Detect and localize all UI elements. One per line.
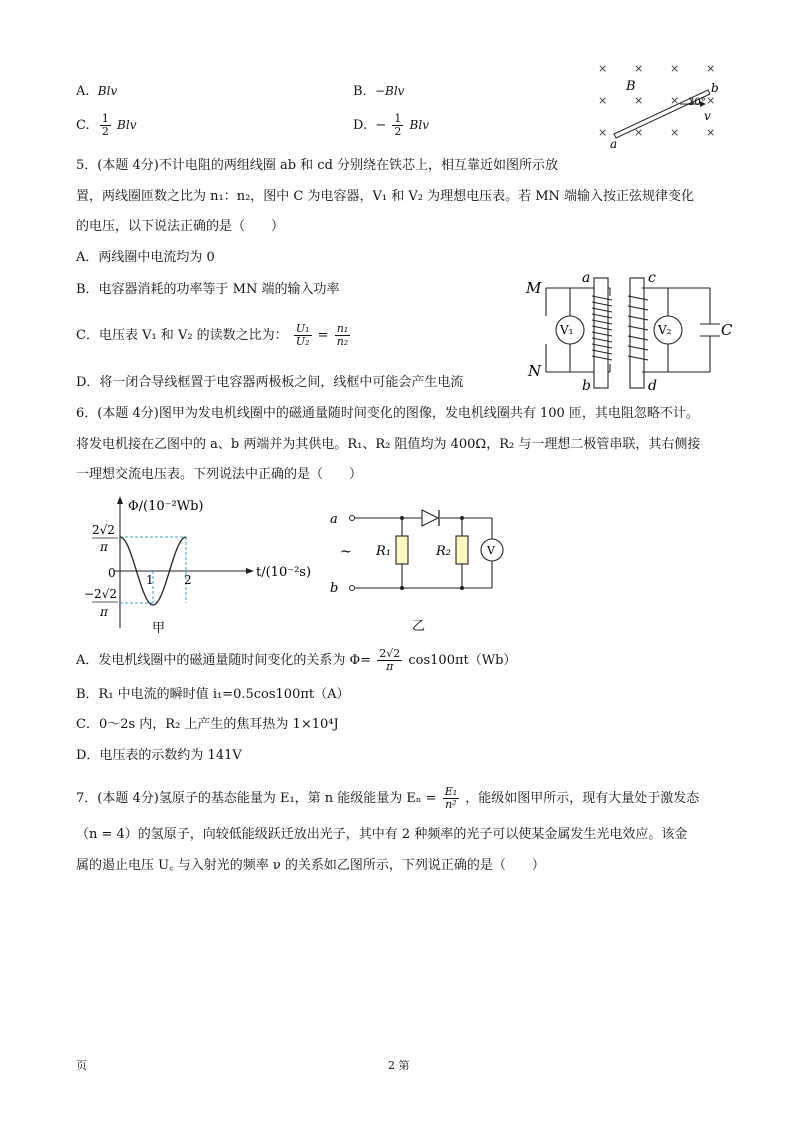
fraction: $\frac{2√2}{\pi}$ (379, 647, 401, 673)
q5-option-d: D．将一闭合导线框置于电容器两极板之间，线框中可能会产生电流 (76, 375, 464, 390)
label-R1: R₁ (376, 544, 391, 559)
q5-option-a: A．两线圈中电流均为 0 (76, 250, 215, 265)
q6-stem-line-2: 将发电机接在乙图中的 a、b 两端并为其供电。R₁、R₂ 阻值均为 400Ω，R₂ 与一理想二极管串联，其右侧接 (76, 437, 701, 452)
label-v: v (704, 109, 711, 123)
y-min-numerator: −2√2 (84, 587, 117, 601)
page-number: 2 第 (388, 1059, 410, 1072)
label-R2: R₂ (436, 544, 451, 559)
q7-stem-line-1: 7．(本题 4分)氢原子的基态能量为 E₁，第 n 能级能量为 Eₙ = $\frac{\text{E₁}}{\text{n²}}$ ，能级如图甲所示，现有大量处于激发态 (76, 785, 700, 811)
q5-stem-line-2: 置，两线圈匝数之比为 n₁：n₂，图中 C 为电容器，V₁ 和 V₂ 为理想电压表。若 MN 端输入按正弦规律变化 (76, 189, 695, 204)
fraction: $\frac{1}{2}$ (394, 112, 402, 138)
q5-transformer-figure (522, 266, 734, 394)
label-b: b (582, 378, 591, 394)
angle-label: 30° (688, 97, 706, 108)
label-b: b (711, 81, 719, 95)
svg-text:×: × (598, 62, 608, 75)
fraction-n: $\frac{\text{n₁}}{\text{n₂}}$ (336, 322, 349, 348)
fraction: $\frac{1}{2}$ (101, 112, 109, 138)
q6-option-a: A．发电机线圈中的磁通量随时间变化的关系为 Φ= $\frac{2√2}{\pi}$ cos100πt（Wb） (76, 647, 517, 673)
resistor-r1 (396, 536, 408, 564)
q5-option-b: B．电容器消耗的功率等于 MN 端的输入功率 (76, 282, 340, 297)
q7-stem-line-2: （n = 4）的氢原子，向较低能级跃迁放出光子，其中有 2 种频率的光子可以使某金属发生光电效应。该金 (76, 827, 688, 842)
q6-flux-graph (80, 492, 320, 638)
q6-option-d: D．电压表的示数约为 141V (76, 748, 242, 763)
resistor-r2 (456, 536, 468, 564)
footer-left: 页 (76, 1059, 87, 1072)
iron-core-right (630, 278, 644, 388)
graph-caption: 甲 (152, 621, 166, 636)
q4-magnetic-field-figure (588, 58, 728, 150)
svg-text:×: × (634, 126, 644, 139)
ac-symbol: ~ (340, 544, 352, 560)
terminal-b (350, 586, 355, 591)
label-V1: V₁ (560, 323, 574, 337)
svg-text:×: × (706, 126, 716, 139)
q4-option-d: D. − $\frac{1}{2}$ Blv (353, 112, 429, 138)
q5-stem-line-1: 5．(本题 4分)不计电阻的两组线圈 ab 和 cd 分别绕在铁芯上，相互靠近如图所示放 (76, 158, 559, 173)
q4-option-b: B. −Blv (353, 84, 405, 99)
svg-text:×: × (598, 126, 608, 139)
label-V2: V₂ (658, 323, 672, 337)
q5-stem-line-3: 的电压，以下说法正确的是（ ） (76, 219, 285, 234)
tick-2: 2 (184, 573, 192, 587)
y-max-denominator: π (100, 540, 108, 554)
tick-0: 0 (108, 566, 116, 580)
fraction: $\frac{\text{E₁}}{\text{n²}}$ (444, 785, 458, 811)
tick-1: 1 (146, 573, 154, 587)
q4-option-a: A. Blv (76, 84, 118, 99)
svg-text:×: × (670, 94, 680, 107)
diode-icon (422, 510, 438, 526)
label-M: M (526, 279, 542, 297)
y-axis-label: Φ/(10⁻²Wb) (128, 499, 204, 514)
label-b: b (330, 581, 339, 596)
terminal-a (350, 516, 355, 521)
y-axis-arrow-icon (117, 496, 123, 504)
svg-text:×: × (670, 62, 680, 75)
q6-circuit (326, 506, 516, 634)
y-max-numerator: 2√2 (92, 523, 115, 537)
q6-stem-line-3: 一理想交流电压表。下列说法中正确的是（ ） (76, 467, 363, 482)
label-a: a (610, 137, 618, 150)
svg-text:×: × (706, 94, 716, 107)
svg-text:×: × (706, 62, 716, 75)
x-axis-label: t/(10⁻²s) (256, 565, 312, 580)
y-min-denominator: π (100, 605, 108, 619)
svg-text:×: × (634, 62, 644, 75)
q6-option-b: B．R₁ 中电流的瞬时值 i₁=0.5cos100πt（A） (76, 687, 350, 702)
svg-text:×: × (670, 126, 680, 139)
q6-stem-line-1: 6．(本题 4分)图甲为发电机线圈中的磁通量随时间变化的图像，发电机线圈共有 100 匝，其电阻忽略不计。 (76, 406, 699, 421)
q4-option-c: C. $\frac{1}{2}$ Blv (76, 112, 137, 138)
label-c: c (648, 270, 656, 286)
q7-stem-line-3: 属的遏止电压 U꜀ 与入射光的频率 ν 的关系如乙图所示，下列说正确的是（ ） (76, 858, 545, 873)
fraction-u: $\frac{\text{U₁}}{\text{U₂}}$ (295, 322, 310, 348)
q6-option-c: C．0～2s 内，R₂ 上产生的焦耳热为 1×10⁴J (76, 717, 339, 732)
circuit-caption: 乙 (412, 619, 426, 634)
label-B: B (626, 79, 636, 94)
label-a: a (582, 270, 591, 286)
label-C: C (721, 321, 733, 339)
svg-text:×: × (634, 94, 644, 107)
label-a: a (330, 512, 338, 527)
label-d: d (648, 378, 657, 394)
label-N: N (528, 362, 542, 380)
svg-text:×: × (598, 94, 608, 107)
label-V: V (487, 544, 495, 557)
q5-option-c: C．电压表 V₁ 和 V₂ 的读数之比为： $\frac{\text{U₁}}{\text{U₂}}$ = $\frac{\text{n₁}}{\text{n₂}}$ (76, 322, 349, 348)
x-axis-arrow-icon (246, 568, 254, 574)
